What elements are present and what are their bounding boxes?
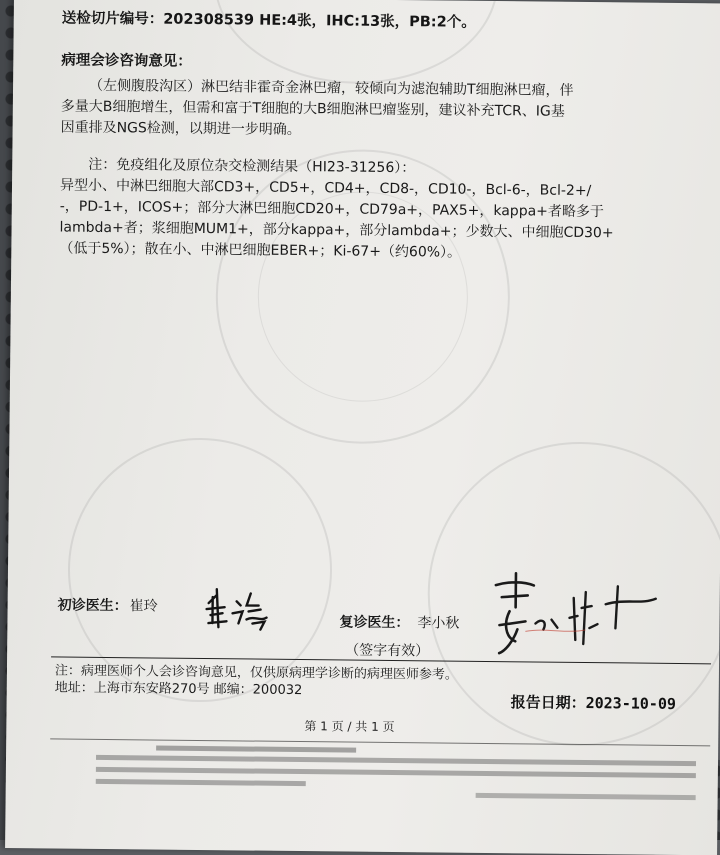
review-doctor-handwritten-signature xyxy=(485,567,666,669)
footer-disclaimer: 注：病理医师个人会诊咨询意见，仅供原病理学诊断的病理医师参考。 xyxy=(54,663,459,683)
bottom-fine-print-graphic xyxy=(86,743,717,810)
diagnosis-line: 因重排及NGS检测，以期进一步明确。 xyxy=(60,119,301,139)
report-date-value: 2023-10-09 xyxy=(585,694,677,713)
specimen-slide-number-line: 送检切片编号：202308539 HE:4张，IHC:13张，PB:2个。 xyxy=(61,10,476,31)
footer-address: 地址：上海市东安路270号 邮编：200032 xyxy=(54,680,303,699)
report-date xyxy=(511,691,677,714)
initial-doctor-label: 初诊医生： xyxy=(57,597,128,615)
report-date-label: 报告日期： xyxy=(510,693,586,713)
review-doctor-label: 复诊医生： xyxy=(339,614,410,632)
note-line: -，PD-1+，ICOS+；部分大淋巴细胞CD20+，CD79a+，PAX5+，kappa+者略多于 xyxy=(59,198,605,221)
initial-doctor-name: 崔玲 xyxy=(129,598,158,615)
note-line: lambda+者；浆细胞MUM1+，部分kappa+，部分lambda+；少数大、中细胞CD30+ xyxy=(59,219,614,242)
pathology-report-page xyxy=(5,0,720,855)
diagnosis-line: （左侧腹股沟区）淋巴结非霍奇金淋巴瘤，较倾向为滤泡辅助T细胞淋巴瘤，伴 xyxy=(88,77,574,99)
review-doctor-name: 李小秋 xyxy=(417,615,460,632)
note-line: 注：免疫组化及原位杂交检测结果（HI23-31256）： xyxy=(88,156,416,177)
diagnosis-line: 多量大B细胞增生，但需和富于T细胞的大B细胞淋巴瘤鉴别，建议补充TCR、IG基 xyxy=(60,98,565,120)
signature-valid-note: （签字有效） xyxy=(345,642,430,660)
diagnosis-paragraph xyxy=(61,75,574,143)
note-line: （低于5%）；散在小、中淋巴细胞EBER+；Ki-67+（约60%）。 xyxy=(59,240,462,261)
initial-doctor-handwritten-signature xyxy=(202,583,283,634)
note-line: 异型小、中淋巴细胞大部CD3+，CD5+，CD4+，CD8-，CD10-，Bcl-6-，Bcl-2+/ xyxy=(59,177,592,200)
consultation-opinion-title: 病理会诊咨询意见： xyxy=(61,52,192,70)
page-indicator: 第 1 页 / 共 1 页 xyxy=(304,719,395,735)
immunohistochemistry-note xyxy=(59,154,614,265)
